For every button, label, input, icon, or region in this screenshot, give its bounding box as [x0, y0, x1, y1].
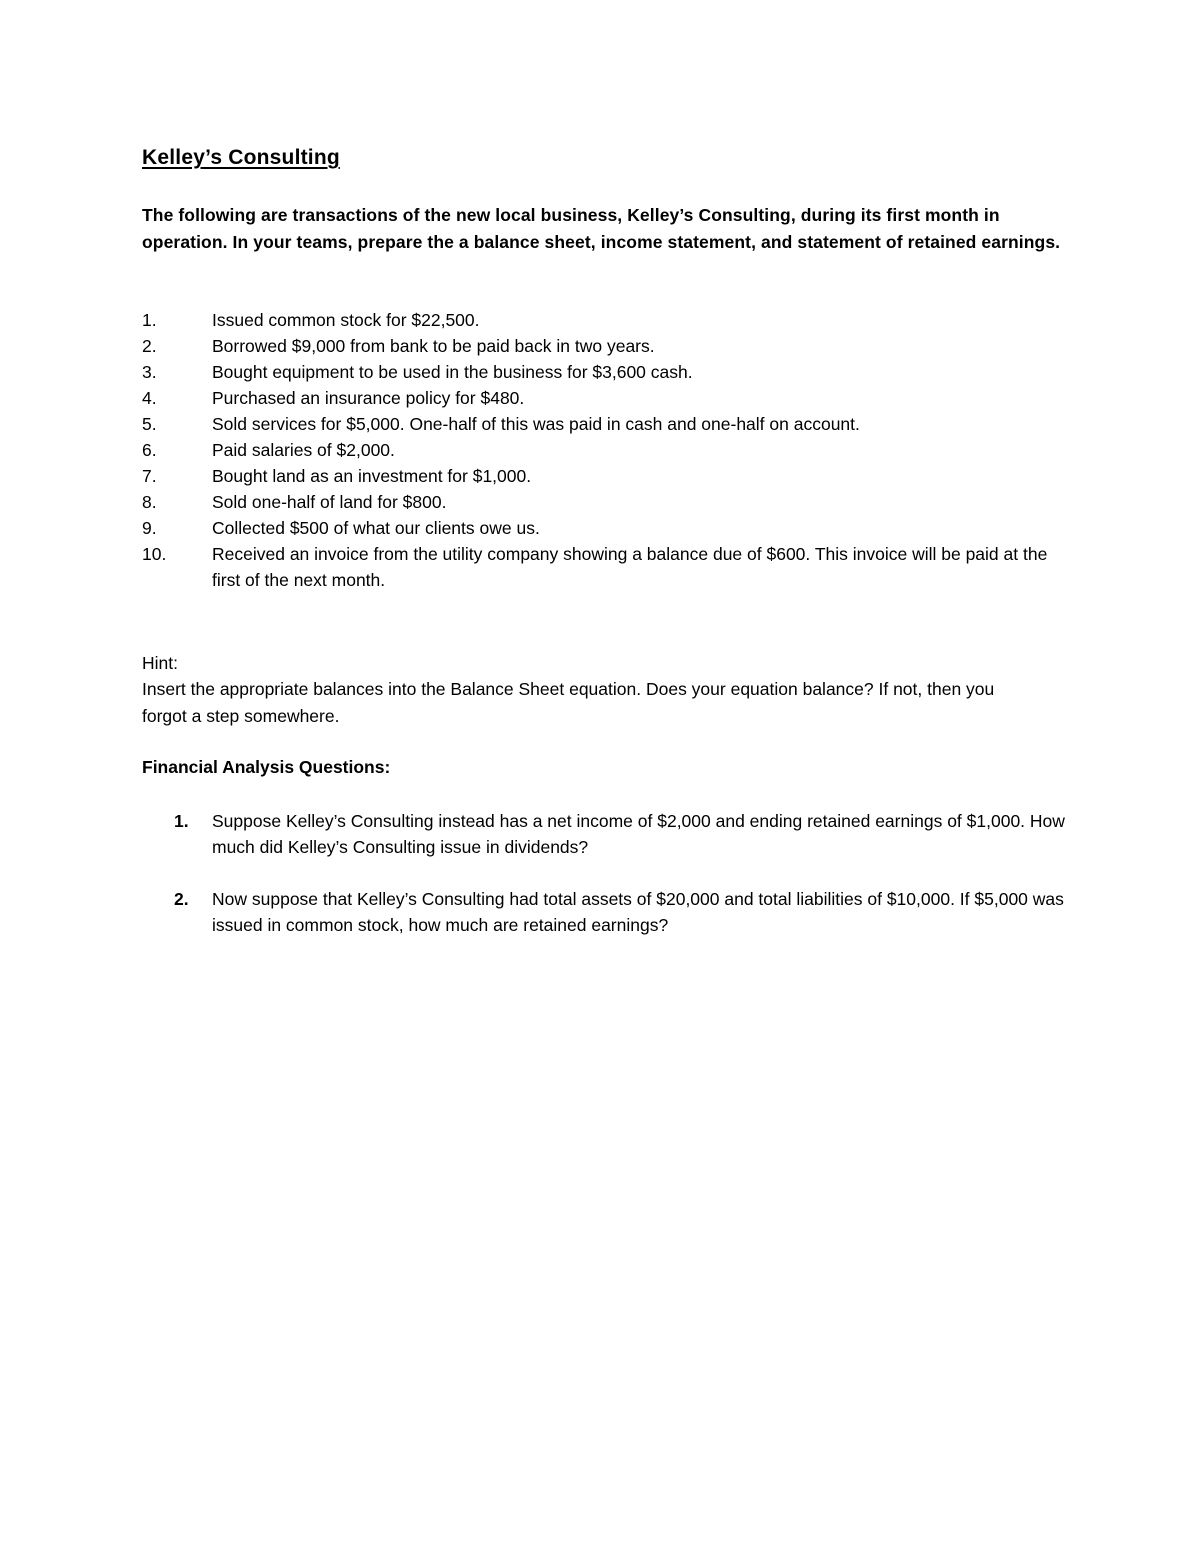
question-text: Suppose Kelley’s Consulting instead has a net income of $2,000 and ending retained earnings of $1,000. How much did Kelley’s Consulting issue in dividends? — [212, 811, 1065, 857]
transaction-text: Purchased an insurance policy for $480. — [212, 388, 525, 408]
hint-text: Insert the appropriate balances into the Balance Sheet equation. Does your equation balance? If not, then you forgot a step somewhere. — [142, 679, 995, 726]
transaction-number: 9. — [142, 518, 157, 538]
list-item — [142, 333, 1082, 359]
transaction-text: Borrowed $9,000 from bank to be paid back in two years. — [212, 336, 655, 356]
transaction-number: 6. — [142, 440, 157, 460]
document-title: Kelley’s Consulting — [142, 146, 340, 169]
transaction-text: Collected $500 of what our clients owe us. — [212, 518, 540, 538]
transaction-number: 7. — [142, 466, 157, 486]
transaction-number: 10. — [142, 544, 167, 564]
list-item — [142, 463, 1082, 489]
question-text: Now suppose that Kelley’s Consulting had total assets of $20,000 and total liabilities of $10,000. If $5,000 was issued in common stock, how much are retained earnings? — [212, 889, 1064, 935]
intro-paragraph: The following are transactions of the new local business, Kelley’s Consulting, during its first month in operation. In your teams, prepare the a balance sheet, income statement, and statement of retained earnings. — [142, 205, 1061, 252]
list-item — [142, 886, 1082, 938]
questions-list — [142, 808, 1082, 964]
transaction-text: Received an invoice from the utility company showing a balance due of $600. This invoice will be paid at the first of the next month. — [212, 544, 1048, 590]
transaction-text: Bought equipment to be used in the business for $3,600 cash. — [212, 362, 693, 382]
transaction-text: Bought land as an investment for $1,000. — [212, 466, 532, 486]
transaction-number: 1. — [142, 310, 157, 330]
list-item — [142, 359, 1082, 385]
transaction-text: Sold one-half of land for $800. — [212, 492, 447, 512]
list-item — [142, 437, 1082, 463]
list-item — [142, 489, 1082, 515]
list-item — [142, 808, 1082, 860]
list-item — [142, 411, 1082, 437]
transaction-text: Paid salaries of $2,000. — [212, 440, 395, 460]
transaction-number: 4. — [142, 388, 157, 408]
transaction-text: Issued common stock for $22,500. — [212, 310, 480, 330]
transaction-text: Sold services for $5,000. One-half of this was paid in cash and one-half on account. — [212, 414, 860, 434]
list-item — [142, 541, 1082, 593]
transaction-number: 3. — [142, 362, 157, 382]
list-item — [142, 385, 1082, 411]
list-item — [142, 307, 1082, 333]
analysis-heading: Financial Analysis Questions: — [142, 757, 391, 777]
question-number: 1. — [174, 811, 189, 831]
transaction-number: 2. — [142, 336, 157, 356]
list-item — [142, 515, 1082, 541]
transaction-number: 5. — [142, 414, 157, 434]
transactions-list — [142, 307, 1082, 593]
hint-label: Hint: — [142, 653, 178, 673]
transaction-number: 8. — [142, 492, 157, 512]
question-number: 2. — [174, 889, 189, 909]
